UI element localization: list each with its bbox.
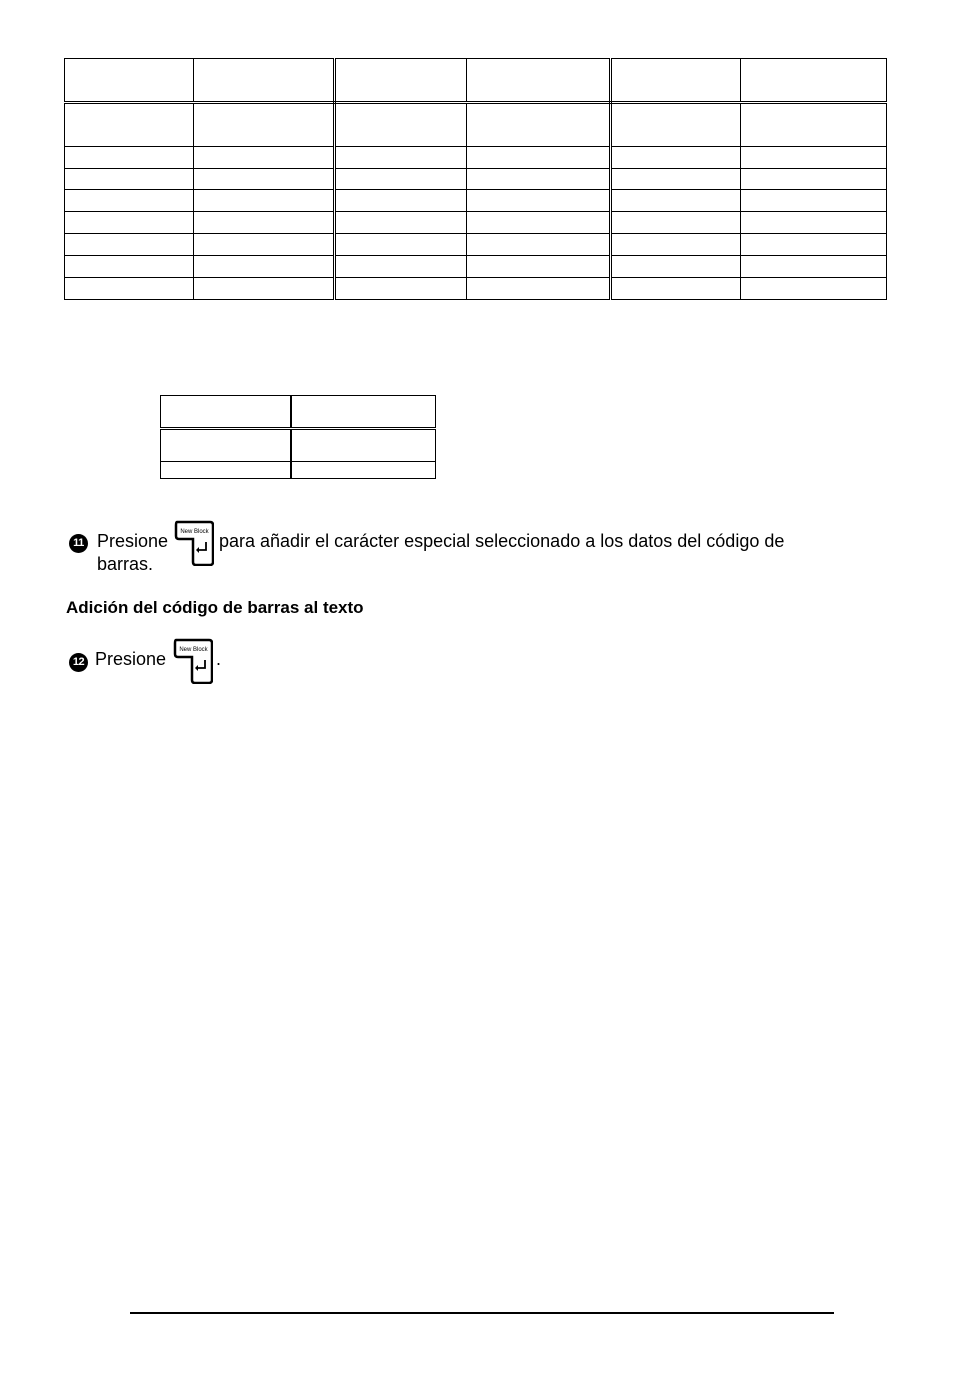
table-header-row (161, 396, 436, 429)
table-row (161, 462, 436, 479)
table-row (65, 234, 887, 256)
section-title: Adición del código de barras al texto (66, 598, 364, 617)
table-row (65, 212, 887, 234)
step-number-badge: 11 (69, 534, 88, 553)
step-number-badge: 12 (69, 653, 88, 672)
small-table (160, 395, 436, 479)
new-block-key-icon (174, 520, 214, 566)
table-row (65, 256, 887, 278)
table-header-row (65, 59, 887, 103)
step-11-text-line1: para añadir el carácter especial seleccionado a los datos del código de (219, 531, 785, 551)
footer-divider (130, 1312, 834, 1314)
table-row (161, 429, 436, 462)
new-block-key-label: New Block (179, 647, 208, 653)
table-row (65, 168, 887, 190)
table-row (65, 278, 887, 300)
table-row (65, 190, 887, 212)
step-12-prefix: Presione (95, 649, 167, 669)
step-11-prefix: Presione (97, 531, 169, 551)
new-block-key-icon (173, 638, 213, 684)
step-12-suffix: . (216, 649, 222, 669)
new-block-key-label: New Block (180, 529, 209, 535)
step-11-text-line2: barras. (97, 554, 154, 574)
step-12 (69, 648, 88, 672)
step-11 (69, 529, 88, 553)
new-block-key (173, 638, 213, 684)
character-table (64, 58, 887, 300)
table-row (65, 146, 887, 168)
new-block-key (174, 520, 214, 566)
table-row (65, 102, 887, 146)
